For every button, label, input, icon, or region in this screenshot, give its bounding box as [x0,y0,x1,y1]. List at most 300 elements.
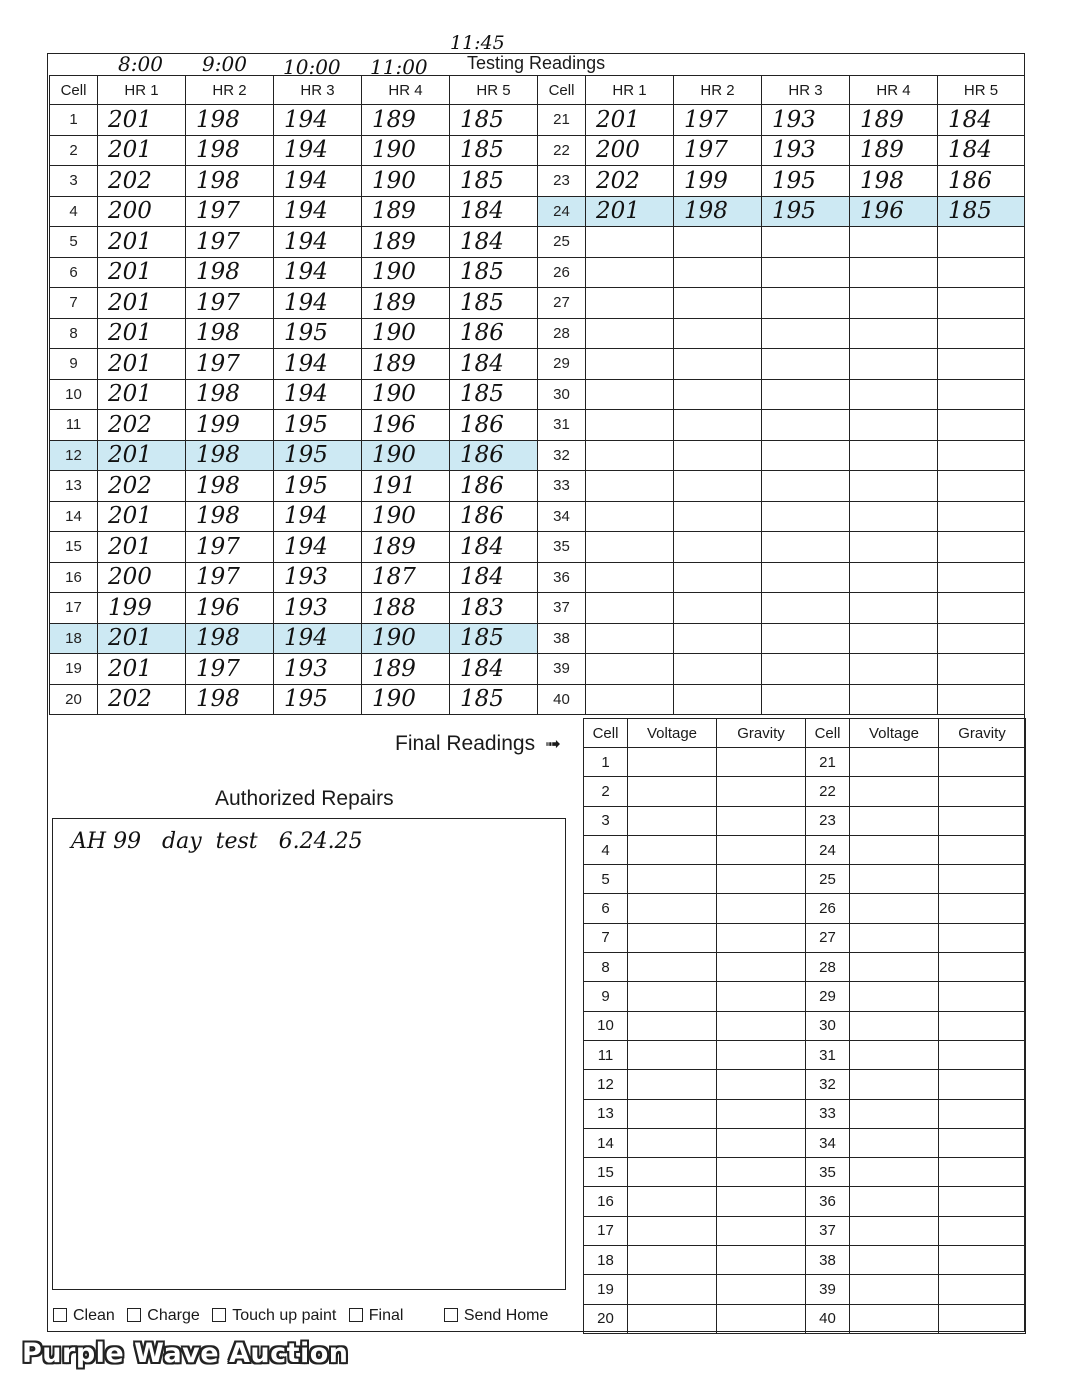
gravity-field[interactable] [717,982,806,1011]
gravity-field[interactable] [939,982,1026,1011]
reading-cell [850,288,938,319]
reading-cell: 194 [274,349,362,380]
voltage-field[interactable] [850,923,939,952]
voltage-field[interactable] [850,1304,939,1333]
table-row [50,593,1025,624]
reading-cell: 185 [450,288,538,319]
col-header: HR 5 [450,76,538,105]
reading-cell: 186 [450,471,538,502]
reading-cell: 198 [186,684,274,715]
table-row [50,257,1025,288]
gravity-field[interactable] [939,835,1026,864]
cell-number: 40 [538,684,586,715]
cell-number: 9 [584,982,628,1011]
cell-number: 1 [50,105,98,136]
cell-number: 10 [50,379,98,410]
cell-number: 31 [806,1040,850,1069]
cell-number: 27 [806,923,850,952]
cell-number: 16 [584,1187,628,1216]
reading-cell [850,684,938,715]
checkbox-label: Clean [73,1307,115,1324]
reading-cell: 194 [274,379,362,410]
time-hr5: 11:45 [450,32,505,54]
reading-cell: 194 [274,532,362,563]
gravity-field[interactable] [717,806,806,835]
reading-cell: 193 [274,654,362,685]
voltage-field[interactable] [628,1070,717,1099]
table-row [584,748,1026,777]
reading-cell [938,471,1025,502]
cell-number: 20 [584,1304,628,1333]
reading-cell [850,532,938,563]
reading-cell [586,288,674,319]
voltage-field[interactable] [628,1187,717,1216]
cell-number: 6 [50,257,98,288]
gravity-field[interactable] [939,1275,1026,1304]
table-row [584,865,1026,894]
voltage-field[interactable] [628,1246,717,1275]
reading-cell [674,471,762,502]
voltage-field[interactable] [850,806,939,835]
checkbox-icon [53,1308,67,1322]
voltage-field[interactable] [850,777,939,806]
voltage-field[interactable] [850,1011,939,1040]
checkbox-label: Charge [147,1307,200,1324]
cell-number: 19 [50,654,98,685]
cell-number: 13 [584,1099,628,1128]
reading-cell: 201 [98,532,186,563]
reading-cell [586,654,674,685]
cell-number: 21 [806,748,850,777]
reading-cell: 198 [186,379,274,410]
gravity-field[interactable] [939,1011,1026,1040]
reading-cell: 185 [938,196,1025,227]
gravity-field[interactable] [717,953,806,982]
reading-cell: 201 [98,654,186,685]
reading-cell: 189 [362,105,450,136]
reading-cell: 198 [186,257,274,288]
table-row [50,166,1025,197]
table-row [584,835,1026,864]
cell-number: 33 [806,1099,850,1128]
reading-cell [850,501,938,532]
gravity-field[interactable] [939,923,1026,952]
reading-cell: 202 [98,410,186,441]
time-hr4: 11:00 [370,55,428,79]
table-row [50,196,1025,227]
reading-cell [850,410,938,441]
reading-cell [586,440,674,471]
gravity-field[interactable] [717,1040,806,1069]
reading-cell [938,440,1025,471]
table-row [584,806,1026,835]
reading-cell [938,379,1025,410]
reading-cell: 202 [98,471,186,502]
voltage-field[interactable] [628,923,717,952]
reading-cell [586,227,674,258]
gravity-field[interactable] [717,777,806,806]
gravity-field[interactable] [939,865,1026,894]
reading-cell: 194 [274,105,362,136]
cell-number: 12 [584,1070,628,1099]
reading-cell: 189 [850,105,938,136]
cell-number: 24 [806,835,850,864]
time-hr1: 8:00 [118,52,163,76]
voltage-field[interactable] [850,982,939,1011]
col-header: Gravity [939,719,1026,748]
gravity-field[interactable] [717,923,806,952]
cell-number: 38 [538,623,586,654]
voltage-field[interactable] [628,806,717,835]
col-header: HR 5 [938,76,1025,105]
reading-cell [762,623,850,654]
reading-cell: 194 [274,227,362,258]
reading-cell: 201 [98,105,186,136]
cell-number: 2 [50,135,98,166]
table-row [584,1158,1026,1187]
reading-cell [850,349,938,380]
voltage-field[interactable] [628,894,717,923]
voltage-field[interactable] [628,982,717,1011]
reading-cell: 184 [938,135,1025,166]
reading-cell: 183 [450,593,538,624]
gravity-field[interactable] [939,1099,1026,1128]
reading-cell: 189 [850,135,938,166]
gravity-field[interactable] [939,1304,1026,1333]
reading-cell [586,257,674,288]
table-row [50,379,1025,410]
reading-cell [850,227,938,258]
checkbox-charge[interactable] [127,1307,199,1324]
table-row [584,894,1026,923]
checkbox-clean[interactable] [53,1307,115,1324]
reading-cell [674,440,762,471]
reading-cell: 190 [362,135,450,166]
voltage-field[interactable] [850,1070,939,1099]
reading-cell [762,227,850,258]
reading-cell: 200 [586,135,674,166]
reading-cell [762,440,850,471]
voltage-field[interactable] [628,1304,717,1333]
table-row [50,684,1025,715]
gravity-field[interactable] [717,1158,806,1187]
cell-number: 36 [538,562,586,593]
col-header: HR 2 [186,76,274,105]
cell-number: 32 [806,1070,850,1099]
voltage-field[interactable] [628,1099,717,1128]
voltage-field[interactable] [850,953,939,982]
reading-cell: 202 [98,684,186,715]
reading-cell [586,623,674,654]
cell-number: 31 [538,410,586,441]
reading-cell: 186 [450,440,538,471]
reading-cell: 186 [450,501,538,532]
checkbox-final[interactable] [349,1307,404,1324]
cell-number: 28 [538,318,586,349]
cell-number: 18 [50,623,98,654]
reading-cell: 185 [450,257,538,288]
reading-cell: 193 [762,105,850,136]
voltage-field[interactable] [628,835,717,864]
reading-cell: 201 [586,196,674,227]
cell-number: 12 [50,440,98,471]
cell-number: 17 [584,1216,628,1245]
reading-cell [762,410,850,441]
reading-cell [586,318,674,349]
table-row [50,654,1025,685]
cell-number: 30 [806,1011,850,1040]
cell-number: 4 [584,835,628,864]
voltage-field[interactable] [850,1128,939,1157]
reading-cell [586,562,674,593]
table-row [584,923,1026,952]
gravity-field[interactable] [939,777,1026,806]
cell-number: 23 [806,806,850,835]
reading-cell [850,471,938,502]
voltage-field[interactable] [628,777,717,806]
checkbox-label: Send Home [463,1307,549,1324]
cell-number: 20 [50,684,98,715]
gravity-field[interactable] [939,1216,1026,1245]
gravity-field[interactable] [939,1040,1026,1069]
gravity-field[interactable] [717,1099,806,1128]
voltage-field[interactable] [850,865,939,894]
reading-cell: 199 [186,410,274,441]
reading-cell [674,593,762,624]
cell-number: 18 [584,1246,628,1275]
reading-cell: 202 [586,166,674,197]
reading-cell: 201 [98,288,186,319]
cell-number: 5 [584,865,628,894]
voltage-field[interactable] [628,1158,717,1187]
reading-cell: 190 [362,623,450,654]
reading-cell: 190 [362,318,450,349]
gravity-field[interactable] [717,1304,806,1333]
voltage-field[interactable] [628,1011,717,1040]
voltage-field[interactable] [850,1216,939,1245]
cell-number: 11 [584,1040,628,1069]
time-hr3: 10:00 [283,55,341,79]
table-row [584,1275,1026,1304]
reading-cell [586,471,674,502]
cell-number: 30 [538,379,586,410]
reading-cell: 194 [274,623,362,654]
gravity-field[interactable] [717,1216,806,1245]
gravity-field[interactable] [717,1011,806,1040]
reading-cell [938,501,1025,532]
reading-cell: 185 [450,623,538,654]
gravity-field[interactable] [717,1187,806,1216]
gravity-field[interactable] [939,1070,1026,1099]
cell-number: 29 [538,349,586,380]
cell-number: 22 [538,135,586,166]
table-row [50,227,1025,258]
reading-cell: 200 [98,196,186,227]
cell-number: 32 [538,440,586,471]
reading-cell: 197 [186,227,274,258]
gravity-field[interactable] [717,894,806,923]
table-row [584,1070,1026,1099]
voltage-field[interactable] [850,1158,939,1187]
testing-header-row [50,76,1025,105]
cell-number: 25 [538,227,586,258]
reading-cell [586,410,674,441]
cell-number: 3 [584,806,628,835]
reading-cell: 189 [362,532,450,563]
reading-cell: 186 [450,318,538,349]
repairs-note: AH 99 day test 6.24.25 [71,829,363,854]
table-row [50,623,1025,654]
final-readings-label: Final Readings [395,732,536,755]
checkbox-touch-up-paint[interactable] [212,1307,336,1324]
cell-number: 7 [50,288,98,319]
reading-cell [850,654,938,685]
gravity-field[interactable] [717,865,806,894]
reading-cell [850,562,938,593]
reading-cell [762,288,850,319]
cell-number: 21 [538,105,586,136]
cell-number: 26 [538,257,586,288]
voltage-field[interactable] [850,1275,939,1304]
reading-cell: 197 [186,654,274,685]
reading-cell: 197 [186,288,274,319]
cell-number: 19 [584,1275,628,1304]
reading-cell: 189 [362,654,450,685]
reading-cell: 197 [186,196,274,227]
cell-number: 39 [538,654,586,685]
gravity-field[interactable] [717,1275,806,1304]
reading-cell: 194 [274,196,362,227]
reading-cell: 201 [586,105,674,136]
gravity-field[interactable] [939,953,1026,982]
col-header: Voltage [628,719,717,748]
cell-number: 34 [806,1128,850,1157]
checkbox-icon [127,1308,141,1322]
reading-cell: 197 [186,532,274,563]
col-header: HR 1 [586,76,674,105]
checkbox-icon [444,1308,458,1322]
reading-cell: 198 [186,318,274,349]
voltage-field[interactable] [850,748,939,777]
col-header: Voltage [850,719,939,748]
voltage-field[interactable] [628,1216,717,1245]
reading-cell: 194 [274,257,362,288]
cell-number: 8 [50,318,98,349]
reading-cell [938,562,1025,593]
voltage-field[interactable] [628,1128,717,1157]
gravity-field[interactable] [939,806,1026,835]
reading-cell [938,410,1025,441]
reading-cell: 198 [850,166,938,197]
cell-number: 38 [806,1246,850,1275]
reading-cell: 195 [274,440,362,471]
gravity-field[interactable] [939,748,1026,777]
table-row [584,1304,1026,1333]
reading-cell: 201 [98,227,186,258]
gravity-field[interactable] [939,894,1026,923]
reading-cell: 194 [274,135,362,166]
cell-number: 40 [806,1304,850,1333]
col-header: HR 3 [274,76,362,105]
cell-number: 28 [806,953,850,982]
reading-cell [586,379,674,410]
voltage-field[interactable] [850,835,939,864]
gravity-field[interactable] [939,1246,1026,1275]
reading-cell [762,593,850,624]
voltage-field[interactable] [628,1275,717,1304]
gravity-field[interactable] [717,1246,806,1275]
gravity-field[interactable] [717,748,806,777]
cell-number: 36 [806,1187,850,1216]
reading-cell [674,532,762,563]
table-row [50,135,1025,166]
voltage-field[interactable] [628,953,717,982]
table-row [50,532,1025,563]
voltage-field[interactable] [850,894,939,923]
gravity-field[interactable] [939,1187,1026,1216]
reading-cell [762,349,850,380]
reading-cell: 185 [450,105,538,136]
reading-cell: 195 [762,166,850,197]
table-row [584,953,1026,982]
reading-cell: 188 [362,593,450,624]
reading-cell [674,349,762,380]
gravity-field[interactable] [717,835,806,864]
cell-number: 8 [584,953,628,982]
voltage-field[interactable] [628,1040,717,1069]
voltage-field[interactable] [628,865,717,894]
gravity-field[interactable] [939,1128,1026,1157]
reading-cell: 184 [938,105,1025,136]
reading-cell [586,684,674,715]
reading-cell: 202 [98,166,186,197]
voltage-field[interactable] [850,1246,939,1275]
reading-cell: 198 [186,623,274,654]
voltage-field[interactable] [850,1099,939,1128]
col-header: HR 1 [98,76,186,105]
col-header: HR 3 [762,76,850,105]
gravity-field[interactable] [939,1158,1026,1187]
reading-cell: 184 [450,654,538,685]
table-row [50,501,1025,532]
reading-cell [586,349,674,380]
checkbox-icon [212,1308,226,1322]
reading-cell: 185 [450,379,538,410]
reading-cell [674,623,762,654]
reading-cell [674,501,762,532]
checkbox-send-home[interactable] [444,1307,549,1324]
reading-cell: 190 [362,257,450,288]
reading-cell: 198 [674,196,762,227]
cell-number: 37 [806,1216,850,1245]
reading-cell [938,349,1025,380]
reading-cell [586,532,674,563]
authorized-repairs-box[interactable] [52,818,566,1290]
cell-number: 5 [50,227,98,258]
cell-number: 7 [584,923,628,952]
gravity-field[interactable] [717,1070,806,1099]
reading-cell [674,257,762,288]
gravity-field[interactable] [717,1128,806,1157]
reading-cell: 201 [98,501,186,532]
cell-number: 2 [584,777,628,806]
cell-number: 9 [50,349,98,380]
reading-cell: 189 [362,288,450,319]
reading-cell [674,227,762,258]
voltage-field[interactable] [850,1040,939,1069]
voltage-field[interactable] [628,748,717,777]
voltage-field[interactable] [850,1187,939,1216]
